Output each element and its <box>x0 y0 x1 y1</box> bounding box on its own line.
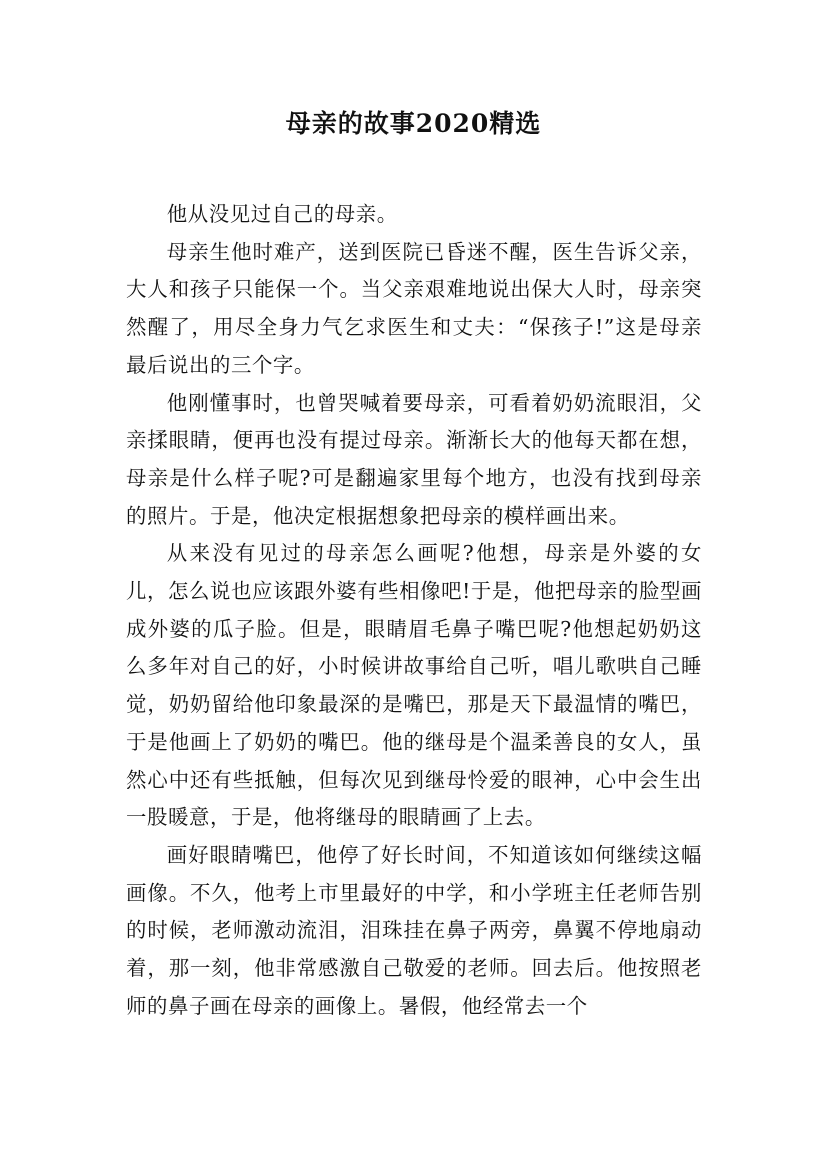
paragraph: 画好眼睛嘴巴，他停了好长时间，不知道该如何继续这幅画像。不久，他考上市里最好的中学，和小学班主任老师告别的时候，老师激动流泪，泪珠挂在鼻子两旁，鼻翼不停地扇动着，那一刻，他非常感激自己敬爱的老师。回去后。他按照老师的鼻子画在母亲的画像上。暑假，他经常去一个 <box>126 842 702 1018</box>
document-title: 母亲的故事2020精选 <box>285 109 542 138</box>
paragraph: 他刚懂事时，也曾哭喊着要母亲，可看着奶奶流眼泪，父亲揉眼睛，便再也没有提过母亲。渐渐长大的他每天都在想，母亲是什么样子呢?可是翻遍家里每个地方，也没有找到母亲的照片。于是，他决定根据想象把母亲的模样画出来。 <box>126 390 702 528</box>
document-body <box>126 196 702 1025</box>
paragraph: 他从没见过自己的母亲。 <box>166 202 398 226</box>
paragraph: 从来没有见过的母亲怎么画呢?他想，母亲是外婆的女儿，怎么说也应该跟外婆有些相像吧!于是，他把母亲的脸型画成外婆的瓜子脸。但是，眼睛眉毛鼻子嘴巴呢?他想起奶奶这么多年对自己的好，小时候讲故事给自己听，唱儿歌哄自己睡觉，奶奶留给他印象最深的是嘴巴，那是天下最温情的嘴巴，于是他画上了奶奶的嘴巴。他的继母是个温柔善良的女人，虽然心中还有些抵触，但每次见到继母怜爱的眼神，心中会生出一股暖意，于是，他将继母的眼睛画了上去。 <box>126 541 702 830</box>
paragraph: 母亲生他时难产，送到医院已昏迷不醒，医生告诉父亲，大人和孩子只能保一个。当父亲艰难地说出保大人时，母亲突然醒了，用尽全身力气乞求医生和丈夫：“保孩子!”这是母亲最后说出的三个字。 <box>126 239 702 377</box>
